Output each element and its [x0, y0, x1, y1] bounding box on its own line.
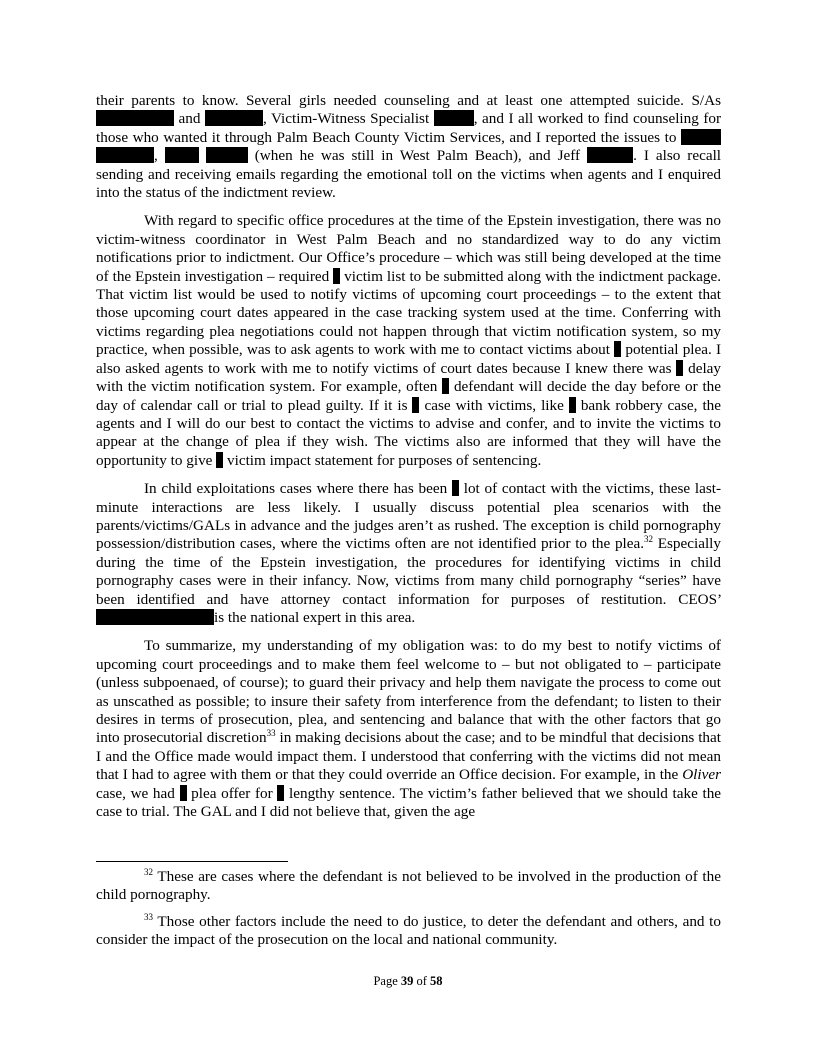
- redaction-box: [587, 147, 633, 163]
- redaction-box: [96, 110, 174, 126]
- footnote-ref-32: 32: [644, 534, 654, 545]
- redaction-box: [165, 147, 199, 163]
- redaction-box: [96, 609, 214, 625]
- footnotes: [96, 868, 721, 958]
- redaction-box: [569, 397, 576, 413]
- paragraph-4: To summarize, my understanding of my obligation was: to do my best to notify victims of upcoming court proceedings and to make them feel welcome to – but not obligated to – participate (unless subpoenaed, of course); to guard their privacy and help them navigate the process to come out as unscathed as possible; to insure their safety from interference from the defendant; to listen to their desires in terms of prosecution, plea, and sentencing and balance that with the other factors that go into prosecutorial discretion$^{33}$ in making decisions about the case; and to be mindful that decisions that I and the Office made would impact them. I understood that conferring with the victims did not mean that I had to agree with them or that they could override an Office decision. For example, in the Oliver case, we had plea offer for lengthy sentence. The victim’s father believed that we should take the case to trial. The GAL and I did not believe that, given the age: [96, 637, 722, 821]
- redaction-box: [452, 480, 459, 496]
- redaction-box: [676, 360, 683, 376]
- case-name: Oliver: [682, 766, 721, 784]
- redaction-box: [434, 110, 474, 126]
- redaction-box: [412, 397, 419, 413]
- redaction-box: [681, 129, 721, 145]
- redaction-box: [206, 147, 248, 163]
- redaction-box: [180, 785, 187, 801]
- footnote-ref-33: 33: [266, 728, 276, 739]
- paragraph-1: their parents to know. Several girls needed counseling and at least one attempted suicide. S/As and , Victim-Witness Specialist , and I all worked to find counseling for those who wanted it through Palm Beach County Victim Services, and I reported the issues to , (when he was still in West Palm Beach), and Jeff . I also recall sending and receiving emails regarding the emotional toll on the victims when agents and I enquired into the status of the indictment review.: [96, 92, 722, 202]
- redaction-box: [614, 341, 621, 357]
- redaction-box: [216, 452, 223, 468]
- page-number: Page 39 of 58: [373, 974, 443, 988]
- footnote-33: $^{33}$ Those other factors include the need to do justice, to deter the defendant and others, and to consider the impact of the prosecution on the local and national community.: [96, 911, 721, 949]
- document-body: [96, 92, 721, 831]
- paragraph-3: In child exploitations cases where there has been lot of contact with the victims, these last-minute interactions are less likely. I usually discuss potential plea scenarios with the parents/victims/GALs in advance and the judges aren’t as rushed. The exception is child pornography possession/distribution cases, where the victims often are not identified prior to the plea.$^{32}$ Especially during the time of the Epstein investigation, the procedures for identifying victims in child pornography cases were in their infancy. Now, victims from many child pornography “series” have been identified and have attorney contact information for purposes of restitution. CEOS’ is the national expert in this area.: [96, 480, 722, 626]
- redaction-box: [205, 110, 263, 126]
- redaction-box: [277, 785, 284, 801]
- redaction-box: [96, 147, 154, 163]
- redaction-box: [442, 378, 449, 394]
- redaction-box: [333, 268, 340, 284]
- footnote-32: $^{32}$ These are cases where the defendant is not believed to be involved in the production of the child pornography.: [96, 867, 721, 904]
- footnote-separator: [96, 861, 288, 862]
- paragraph-2: With regard to specific office procedures at the time of the Epstein investigation, there was no victim-witness coordinator in West Palm Beach and no standardized way to do any victim notifications prior to indictment. Our Office’s procedure – which was still being developed at the time of the Epstein investigation – required victim list to be submitted along with the indictment package. That victim list would be used to notify victims of upcoming court proceedings – to the extent that those upcoming court dates appeared in the case tracking system used at the time. Conferring with victims regarding plea negotiations could not happen through that victim notification system, so my practice, when possible, was to ask agents to work with me to contact victims about potential plea. I also asked agents to work with me to notify victims of court dates because I knew there was delay with the victim notification system. For example, often defendant will decide the day before or the day of calendar call or trial to plead guilty. If it is case with victims, like bank robbery case, the agents and I will do our best to contact the victims to advise and confer, and to invite the victims to appear at the change of plea if they wish. The victims also are informed that they will have the opportunity to give victim impact statement for purposes of sentencing.: [96, 212, 722, 469]
